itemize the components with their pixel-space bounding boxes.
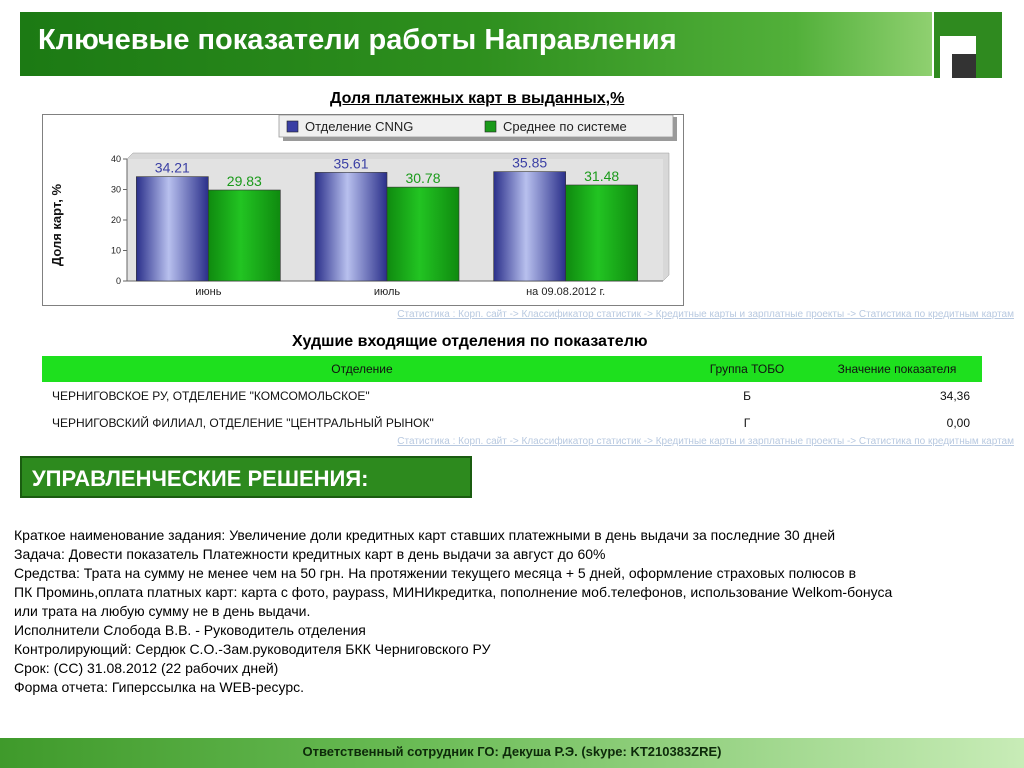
y-tick-label: 30 (110, 184, 121, 195)
table-header (42, 356, 982, 382)
page-title: Ключевые показатели работы Направления (38, 24, 677, 56)
bank-logo (934, 12, 1002, 78)
table-row (42, 382, 982, 409)
cell-branch: ЧЕРНИГОВСКИЙ ФИЛИАЛ, ОТДЕЛЕНИЕ "ЦЕНТРАЛЬНЫЙ РЫНОК" (52, 415, 434, 430)
chart-title: Доля платежных карт в выданных,% (330, 90, 625, 107)
cell-group: Б (743, 388, 751, 403)
task-line: Форма отчета: Гиперссылка на WEB-ресурс. (14, 679, 305, 695)
task-line: Краткое наименование задания: Увеличение доли кредитных карт ставших платежными в день выдачи за последние 30 дней (14, 527, 836, 543)
bar-value-label: 35.85 (512, 154, 548, 171)
legend-label: Среднее по системе (503, 119, 627, 134)
task-description (14, 526, 1014, 697)
table-title: Худшие входящие отделения по показателю (292, 333, 648, 350)
y-axis-label: Доля карт, % (49, 183, 64, 267)
x-category-label: июнь (195, 286, 222, 298)
bar-value-label: 34.21 (154, 159, 190, 176)
y-tick-label: 20 (110, 215, 121, 225)
task-line: Срок: (СС) 31.08.2012 (22 рабочих дней) (14, 660, 279, 676)
logo-dark-notch (952, 54, 976, 78)
y-tick-label: 0 (115, 276, 121, 286)
task-line: ПК Проминь,оплата платных карт: карта с фото, paypass, МИНИкредитка, пополнение моб.телефонов, использование Welkom-бонуса (14, 584, 893, 600)
legend-swatch (287, 121, 298, 132)
bar (315, 172, 387, 281)
task-line: или трата на любую сумму не в день выдачи. (14, 603, 311, 619)
legend-swatch (485, 121, 496, 132)
task-line: Исполнители Слобода В.В. - Руководитель отделения (14, 622, 366, 638)
bar-value-label: 30.78 (405, 170, 441, 187)
cell-branch: ЧЕРНИГОВСКОЕ РУ, ОТДЕЛЕНИЕ "КОМСОМОЛЬСКОЕ" (52, 388, 370, 403)
task-line: Задача: Довести показатель Платежности кредитных карт в день выдачи за август до 60% (14, 546, 606, 562)
bar (566, 185, 638, 281)
legend-label: Отделение CNNG (305, 119, 414, 134)
header-group: Группа ТОБО (709, 362, 785, 376)
chart-frame (42, 114, 684, 306)
cell-group: Г (743, 415, 751, 430)
cell-value: 0,00 (946, 415, 970, 430)
bar (136, 177, 208, 281)
cell-value: 34,36 (939, 388, 970, 403)
bar (208, 190, 280, 281)
bar (387, 187, 459, 281)
bar-chart (43, 115, 683, 305)
task-line: Контролирующий: Сердюк С.О.-Зам.руководителя БКК Черниговского РУ (14, 641, 491, 657)
bar-value-label: 31.48 (584, 167, 620, 184)
stat-link[interactable]: Статистика : Корп. сайт -> Классификатор статистик -> Кредитные карты и зарплатные проекты -> Статистика по кредитным картам (397, 436, 1014, 447)
task-line: Средства: Трата на сумму не менее чем на 50 грн. На протяжении текущего месяца + 5 дней, оформление страховых полюсов в (14, 565, 857, 581)
bar (494, 172, 566, 281)
y-tick-label: 40 (110, 154, 121, 164)
footer-responsible: Ответственный сотрудник ГО: Декуша Р.Э. (skype: KT210383ZRE) (0, 738, 1024, 768)
header-branch: Отделение (331, 362, 393, 376)
bar-value-label: 29.83 (226, 173, 262, 190)
management-decisions-heading: УПРАВЛЕНЧЕСКИЕ РЕШЕНИЯ: (20, 456, 472, 498)
y-tick-label: 10 (110, 245, 121, 256)
bar-value-label: 35.61 (333, 155, 369, 172)
worst-branches-table (42, 356, 982, 436)
stat-link[interactable]: Статистика : Корп. сайт -> Классификатор статистик -> Кредитные карты и зарплатные проекты -> Статистика по кредитным картам (397, 309, 1014, 320)
x-category-label: июль (373, 286, 401, 298)
table-row (42, 409, 982, 436)
x-category-label: на 09.08.2012 г. (526, 286, 606, 298)
header-value: Значение показателя (837, 362, 957, 376)
